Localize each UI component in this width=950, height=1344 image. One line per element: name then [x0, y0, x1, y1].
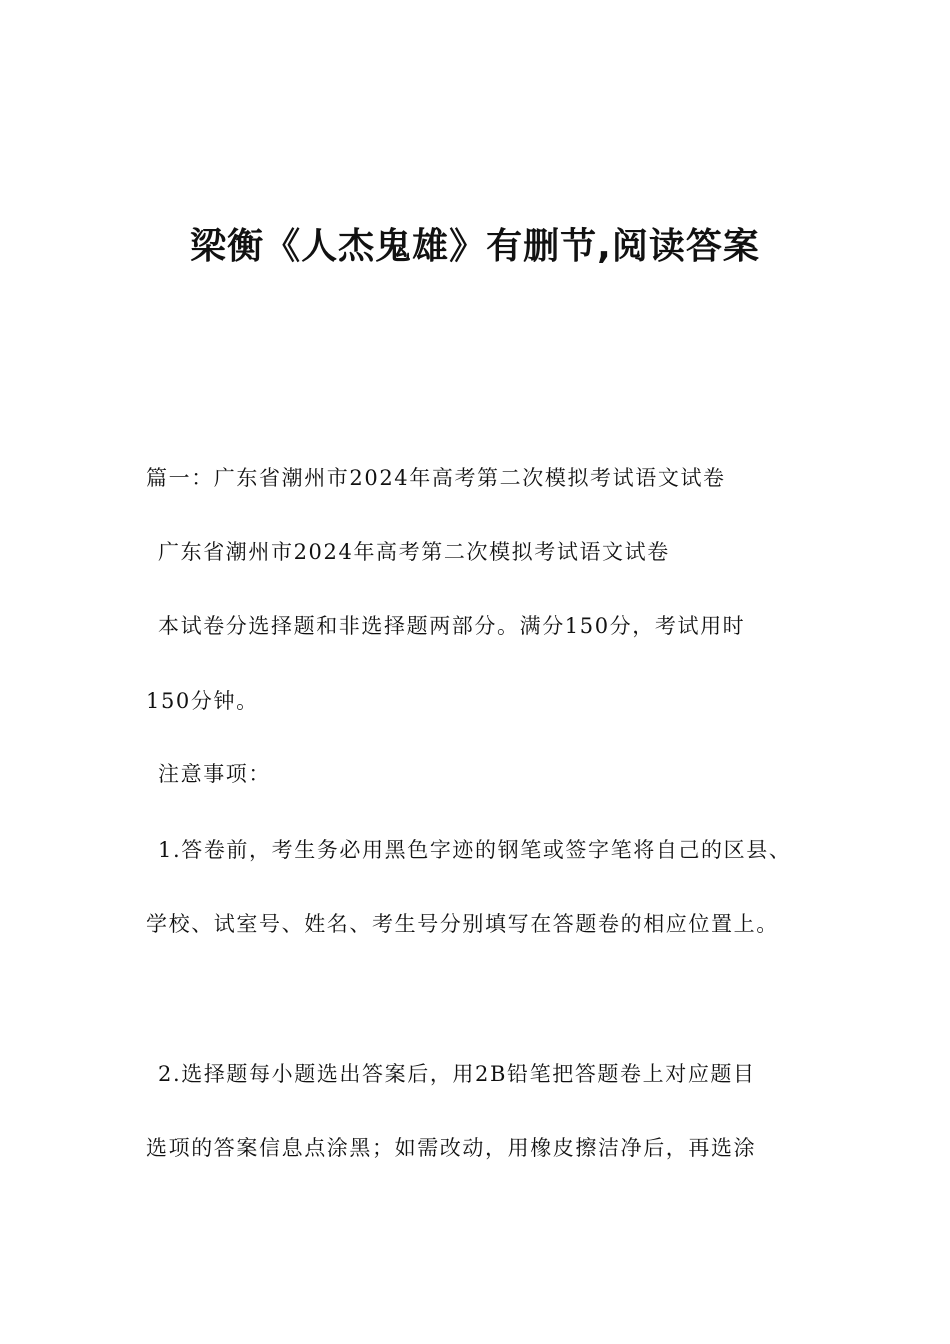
- text-line-notice-heading: 注意事项：: [158, 762, 271, 786]
- text-line-notice-2-cont: 选项的答案信息点涂黑；如需改动，用橡皮擦洁净后，再选涂: [146, 1136, 757, 1160]
- page-title: 梁衡《人杰鬼雄》有删节,阅读答案: [190, 226, 760, 267]
- text-line-notice-2: 2.选择题每小题选出答案后，用2B铅笔把答题卷上对应题目: [158, 1062, 756, 1086]
- text-line-notice-1-cont: 学校、试室号、姓名、考生号分别填写在答题卷的相应位置上。: [146, 912, 779, 936]
- text-line-intro: 本试卷分选择题和非选择题两部分。满分150分，考试用时: [158, 614, 746, 638]
- text-line-notice-1: 1.答卷前，考生务必用黑色字迹的钢笔或签字笔将自己的区县、: [158, 838, 792, 862]
- text-line-section-heading: 篇一：广东省潮州市2024年高考第二次模拟考试语文试卷: [146, 466, 726, 490]
- text-line-intro-cont: 150分钟。: [146, 689, 259, 713]
- text-line-exam-title: 广东省潮州市2024年高考第二次模拟考试语文试卷: [158, 540, 670, 564]
